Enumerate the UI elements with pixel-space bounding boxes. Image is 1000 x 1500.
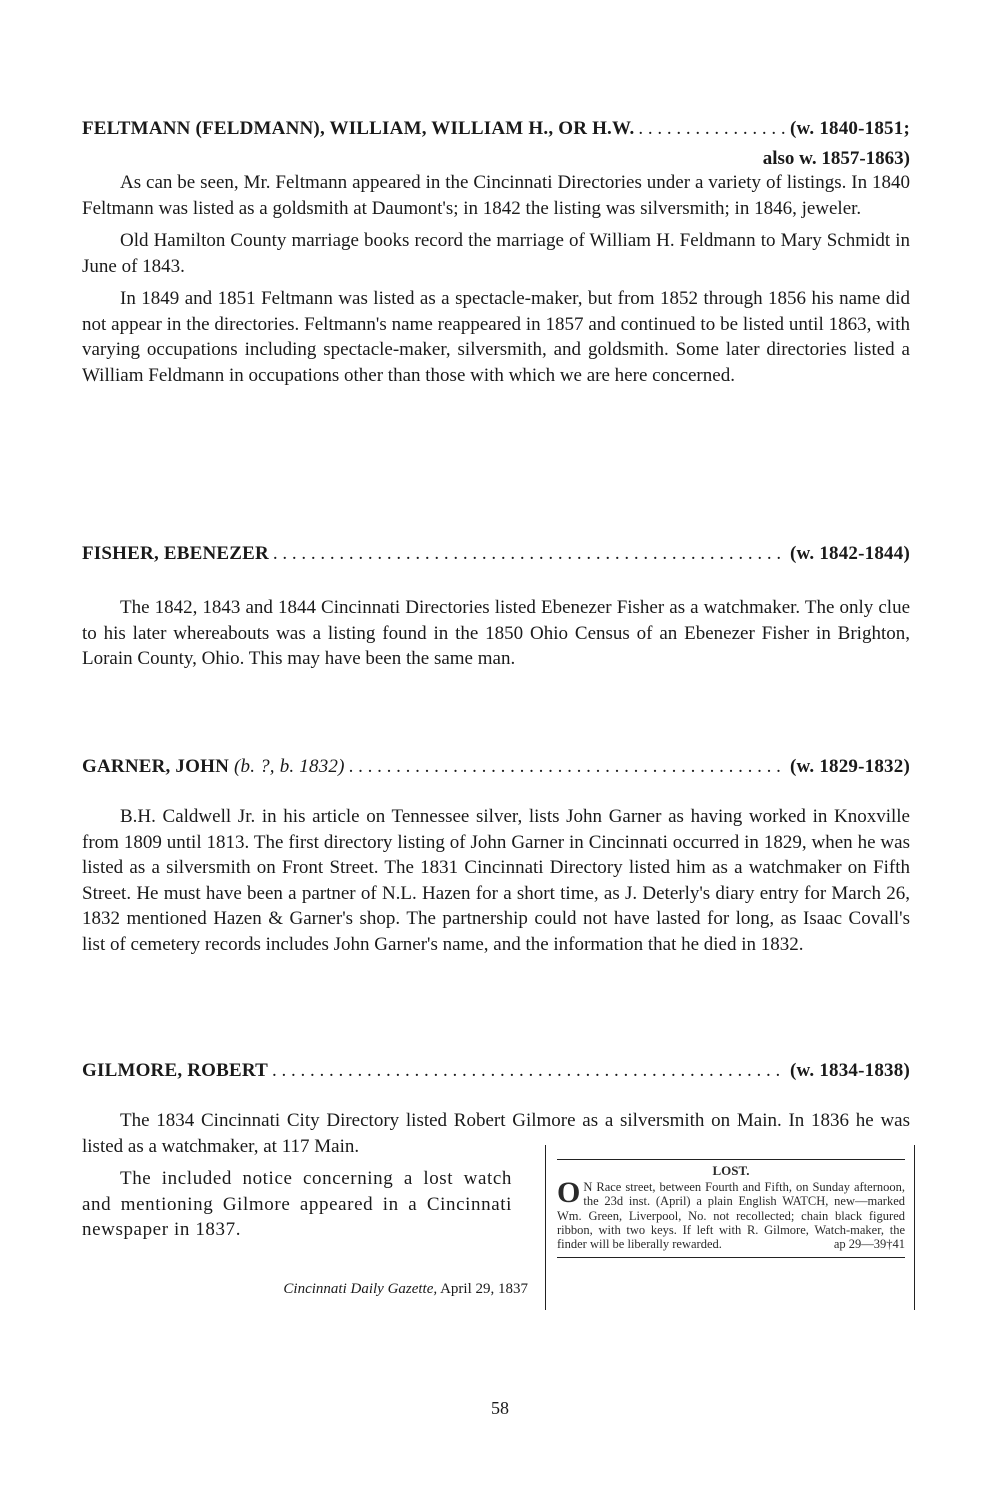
notice-box [557,1159,905,1258]
entry-gilmore [82,1060,910,1106]
entry-dates: (w. 1834-1838) [790,1060,910,1081]
entry-dates-continued: also w. 1857-1863) [762,148,910,169]
entry-heading [82,1060,910,1082]
entry-name: FELTMANN (FELDMANN), WILLIAM, WILLIAM H., OR H.W. [82,118,635,139]
entry-name: FISHER, EBENEZER [82,543,269,564]
entry-name-note: (b. ?, b. 1832) [233,756,345,777]
gilmore-left-column [82,1166,528,1298]
leader-dots [272,1060,786,1082]
paragraph: The 1842, 1843 and 1844 Cincinnati Directories listed Ebenezer Fisher as a watchmaker. The only clue to his later whereabouts was a listing found in the 1850 Ohio Census of an Ebenezer Fisher in Brighton, Lorain County, Ohio. This may have been the same man. [82,597,910,669]
entry-feltmann [82,118,910,388]
leader-dots [273,543,786,565]
entry-heading [82,543,910,565]
newspaper-notice [545,1145,915,1310]
page-number: 58 [491,1398,509,1418]
caption-date: April 29, 1837 [440,1280,528,1297]
notice-ref: ap 29—39†41 [833,1237,905,1252]
leader-dots [349,756,786,778]
notice-caption [82,1281,528,1298]
notice-right-rule [914,1145,915,1310]
paragraph: B.H. Caldwell Jr. in his article on Tennessee silver, lists John Garner as having worked in Knoxville from 1809 until 1813. The first directory listing of John Garner in Cincinnati occurred in 1829, when he was listed as a silversmith on Front Street. The 1831 Cincinnati Directory listed him as a watchmaker on Fifth Street. He must have been a partner of N.L. Hazen for a short time, as J. Deterly's diary entry for March 26, 1832 mentioned Hazen & Garner's shop. The partnership could not have lasted for long, as Isaac Covall's list of cemetery records includes John Garner's name, and the information that he died in 1832. [82,806,910,955]
notice-dropcap: O [557,1176,581,1210]
entry-dates: (w. 1840-1851; [790,118,910,139]
entry-name [82,756,345,778]
entry-garner [82,756,910,957]
paragraph: The 1834 Cincinnati City Directory listed Robert Gilmore as a silversmith on Main. In 1836 he was listed as a watchmaker, at 117 Main. [82,1110,910,1157]
notice-body: N Race street, between Fourth and Fifth, on Sunday afternoon, the 23d inst. (April) a plain English WATCH, new—marked Wm. Green, Liverpool, No. not recollected; chain black figured ribbon, with two keys. If left with R. Gilmore, Watch-maker, the finder will be liberally rewarded. [557,1180,905,1252]
paragraph: The included notice concerning a lost watch and mentioning Gilmore appeared in a Cincinnati newspaper in 1837. [82,1168,512,1240]
entry-heading [82,756,910,778]
paragraph: In 1849 and 1851 Feltmann was listed as a spectacle-maker, but from 1852 through 1856 his name did not appear in the directories. Feltmann's name reappeared in 1857 and continued to be listed until 1863, with varying occupations including spectacle-maker, silversmith, and goldsmith. Some later directories listed a William Feldmann in occupations other than those with which we are here concerned. [82,288,910,386]
entry-fisher [82,543,910,672]
notice-title: LOST. [712,1163,750,1178]
entry-dates: (w. 1842-1844) [790,543,910,564]
entry-name-text: GARNER, JOHN [82,756,230,777]
paragraph: As can be seen, Mr. Feltmann appeared in the Cincinnati Directories under a variety of listings. In 1840 Feltmann was listed as a goldsmith at Daumont's; in 1842 the listing was silversmith; in 1846, jeweler. [82,172,910,219]
entry-dates: (w. 1829-1832) [790,756,910,777]
entry-name: GILMORE, ROBERT [82,1060,269,1081]
entry-heading [82,118,910,140]
leader-dots [638,118,786,140]
paragraph: Old Hamilton County marriage books record the marriage of William H. Feldmann to Mary Schmidt in June of 1843. [82,230,910,277]
notice-left-rule [545,1145,546,1310]
caption-source: Cincinnati Daily Gazette, [283,1280,438,1297]
